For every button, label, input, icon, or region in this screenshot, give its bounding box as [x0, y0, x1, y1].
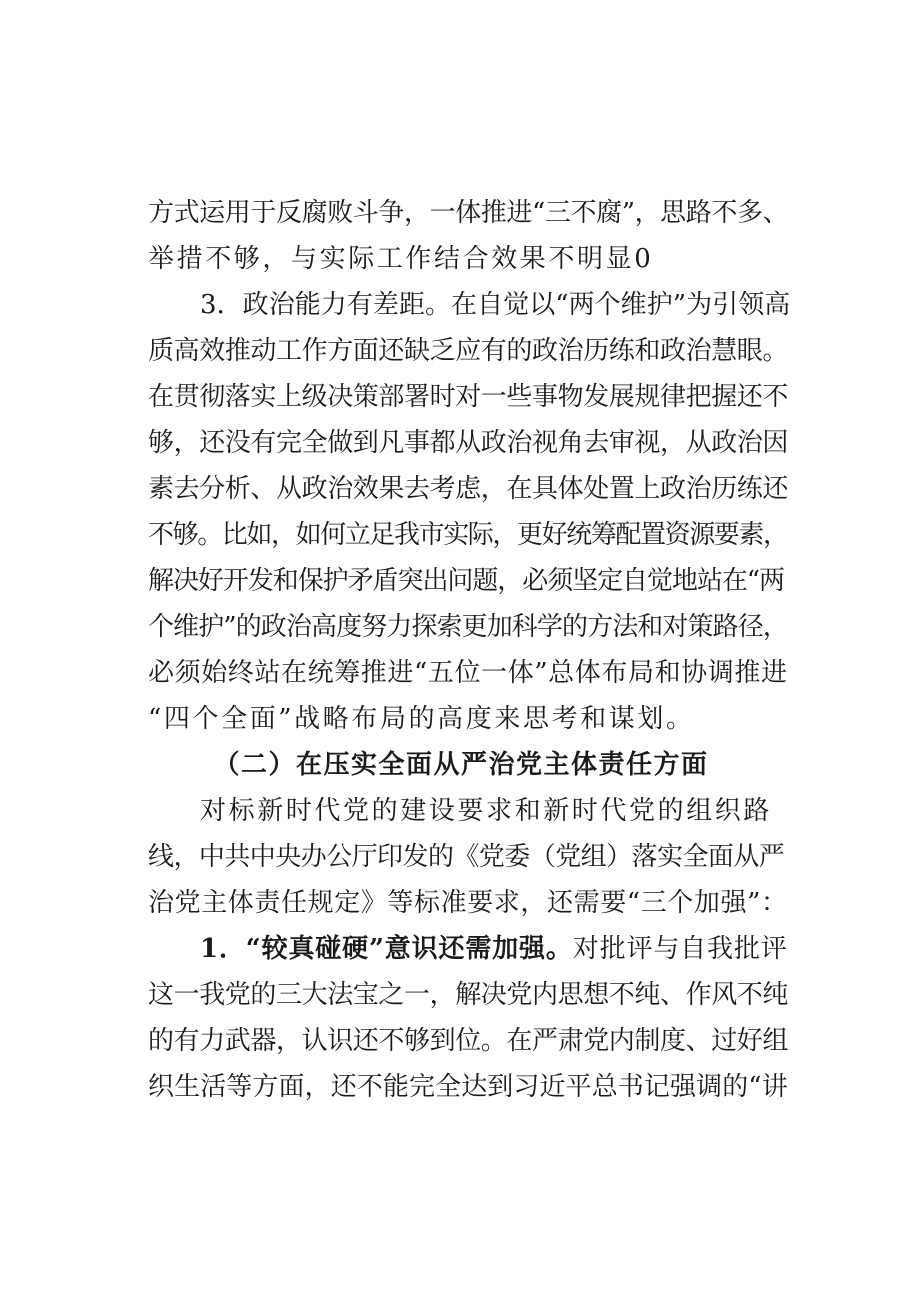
- body-line: 在贯彻落实上级决策部署时对一些事物发展规律把握还不: [148, 382, 789, 412]
- body-line: “四个全面”战略布局的高度来思考和谋划。: [148, 704, 695, 734]
- list-item-bold: 1．“较真碰硬”意识还需加强。: [200, 934, 573, 964]
- body-line: 必须始终站在统筹推进“五位一体”总体布局和协调推进: [148, 658, 788, 688]
- body-line: 不够。比如，如何立足我市实际，更好统筹配置资源要素，: [148, 520, 788, 550]
- body-line: 够，还没有完全做到凡事都从政治视角去审视，从政治因: [148, 428, 789, 458]
- body-line: 线，中共中央办公厅印发的《党委（党组）落实全面从严: [148, 842, 785, 872]
- list-item-rest: 对批评与自我批评: [572, 934, 788, 964]
- body-line: 对标新时代党的建设要求和新时代党的组织路: [200, 796, 773, 826]
- section-heading: （二）在压实全面从严治党主体责任方面: [213, 750, 709, 780]
- body-line: 治党主体责任规定》等标准要求，还需要“三个加强”：: [148, 888, 788, 918]
- body-line: 3．政治能力有差距。在自觉以“两个维护”为引领高: [200, 290, 791, 320]
- body-line: 这一我党的三大法宝之一，解决党内思想不纯、作风不纯: [148, 980, 789, 1010]
- body-line: 质高效推动工作方面还缺乏应有的政治历练和政治慧眼。: [148, 336, 789, 366]
- body-line: 的有力武器，认识还不够到位。在严肃党内制度、过好组: [148, 1026, 789, 1056]
- body-line: 素去分析、从政治效果去考虑，在具体处置上政治历练还: [148, 474, 789, 504]
- body-line: 织生活等方面，还不能完全达到习近平总书记强调的“讲: [148, 1072, 788, 1102]
- body-line: 举措不够，与实际工作结合效果不明显0: [148, 244, 654, 274]
- body-line: 个维护”的政治高度努力探索更加科学的方法和对策路径，: [148, 612, 788, 642]
- body-line: 方式运用于反腐败斗争，一体推进“三不腐”，思路不多、: [148, 198, 789, 228]
- body-line: 解决好开发和保护矛盾突出问题，必须坚定自觉地站在“两: [148, 566, 784, 596]
- list-item-heading: [200, 927, 788, 971]
